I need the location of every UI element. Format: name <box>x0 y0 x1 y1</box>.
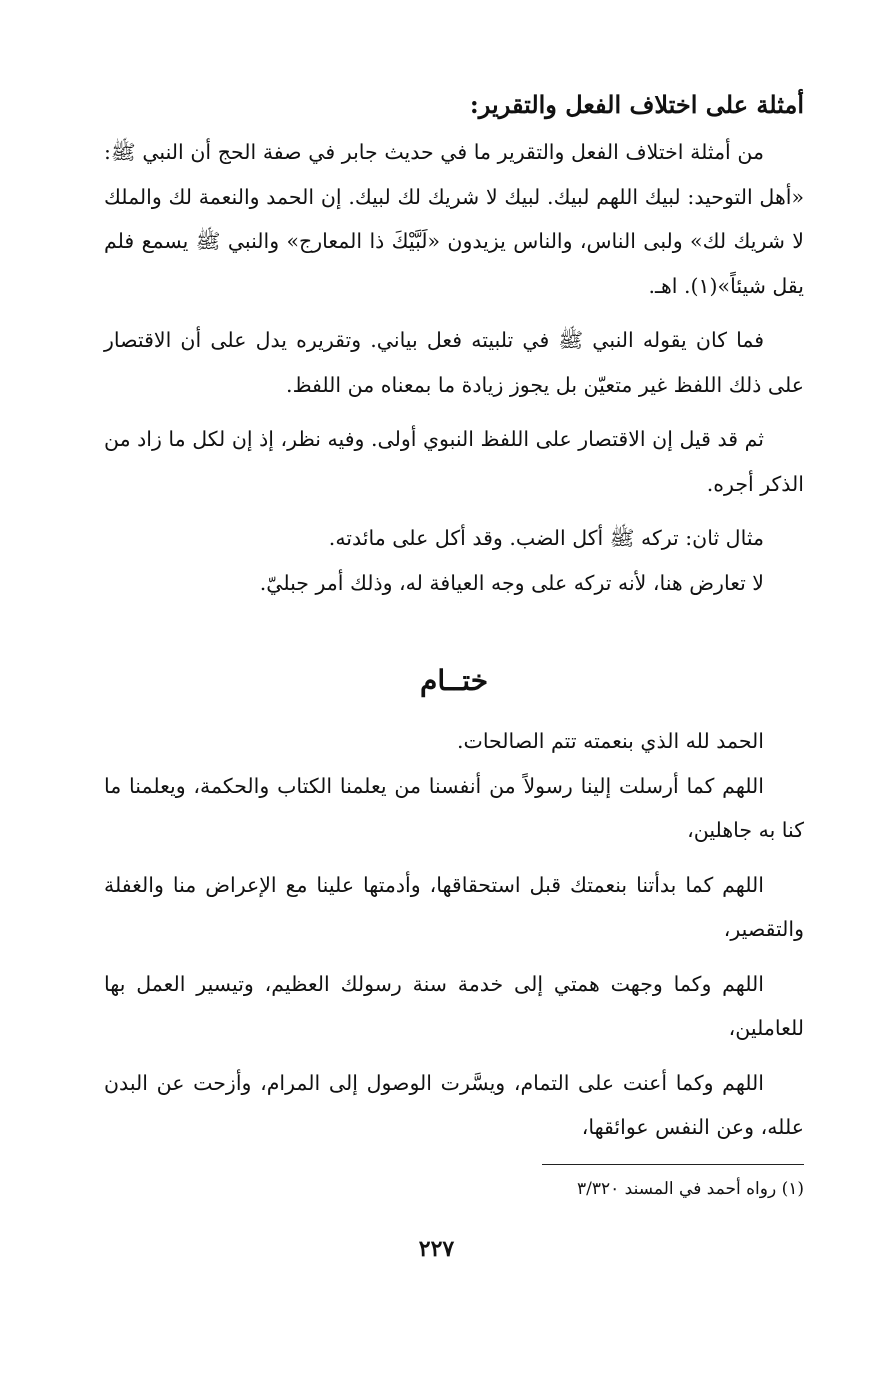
footnote-separator <box>104 1164 804 1165</box>
page-body <box>104 84 804 1207</box>
paragraph-prayer-messenger: اللهم كما أرسلت إلينا رسولاً من أنفسنا من يعلمنا الكتاب والحكمة، ويعلمنا ما كنا به جاهلين، <box>104 773 804 842</box>
paragraph-praise: الحمد لله الذي بنعمته تتم الصالحات. <box>457 729 764 753</box>
paragraph-prayer-completion: اللهم وكما أعنت على التمام، ويسَّرت الوصول إلى المرام، وأزحت عن البدن علله، وعن النفس عوائقها، <box>104 1070 804 1139</box>
paragraph-talbiya-explanation: فما كان يقوله النبي ﷺ في تلبيته فعل بياني. وتقريره يدل على أن الاقتصار على ذلك اللفظ غير متعيّن بل يجوز زيادة ما بمعناه من اللفظ. <box>104 328 804 397</box>
section-heading: أمثلة على اختلاف الفعل والتقرير: <box>469 90 804 119</box>
paragraph-second-example: مثال ثان: تركه ﷺ أكل الضب. وقد أكل على مائدته. <box>328 526 764 550</box>
closing-heading: ختــام <box>419 664 489 697</box>
paragraph-prayer-sunnah: اللهم وكما وجهت همتي إلى خدمة سنة رسولك العظيم، وتيسير العمل بها للعاملين، <box>104 971 804 1040</box>
footnote: (١) رواه أحمد في المسند ٣/٣٢٠ <box>577 1178 804 1199</box>
paragraph-hajj-example: من أمثلة اختلاف الفعل والتقرير ما في حديث جابر في صفة الحج أن النبي ﷺ: «أهل التوحيد: لبيك اللهم لبيك. لبيك لا شريك لك لبيك. إن الحمد والنعمة لك والملك لا شريك لك» ولبى الناس، والناس يزيدون «لَبَّيْكَ ذا المعارج» والنبي ﷺ يسمع فلم يقل شيئاً»(١). اهـ. <box>104 140 804 298</box>
paragraph-prophetic-wording: ثم قد قيل إن الاقتصار على اللفظ النبوي أولى. وفيه نظر، إذ إن لكل ما زاد من الذكر أجره. <box>104 427 804 496</box>
paragraph-prayer-blessing: اللهم كما بدأتنا بنعمتك قبل استحقاقها، وأدمتها علينا مع الإعراض منا والغفلة والتقصير، <box>104 872 804 941</box>
footnote-rule <box>542 1164 804 1165</box>
page-number: ٢٢٧ <box>418 1236 455 1262</box>
paragraph-no-contradiction: لا تعارض هنا، لأنه تركه على وجه العيافة له، وذلك أمر جبليّ. <box>259 570 764 595</box>
